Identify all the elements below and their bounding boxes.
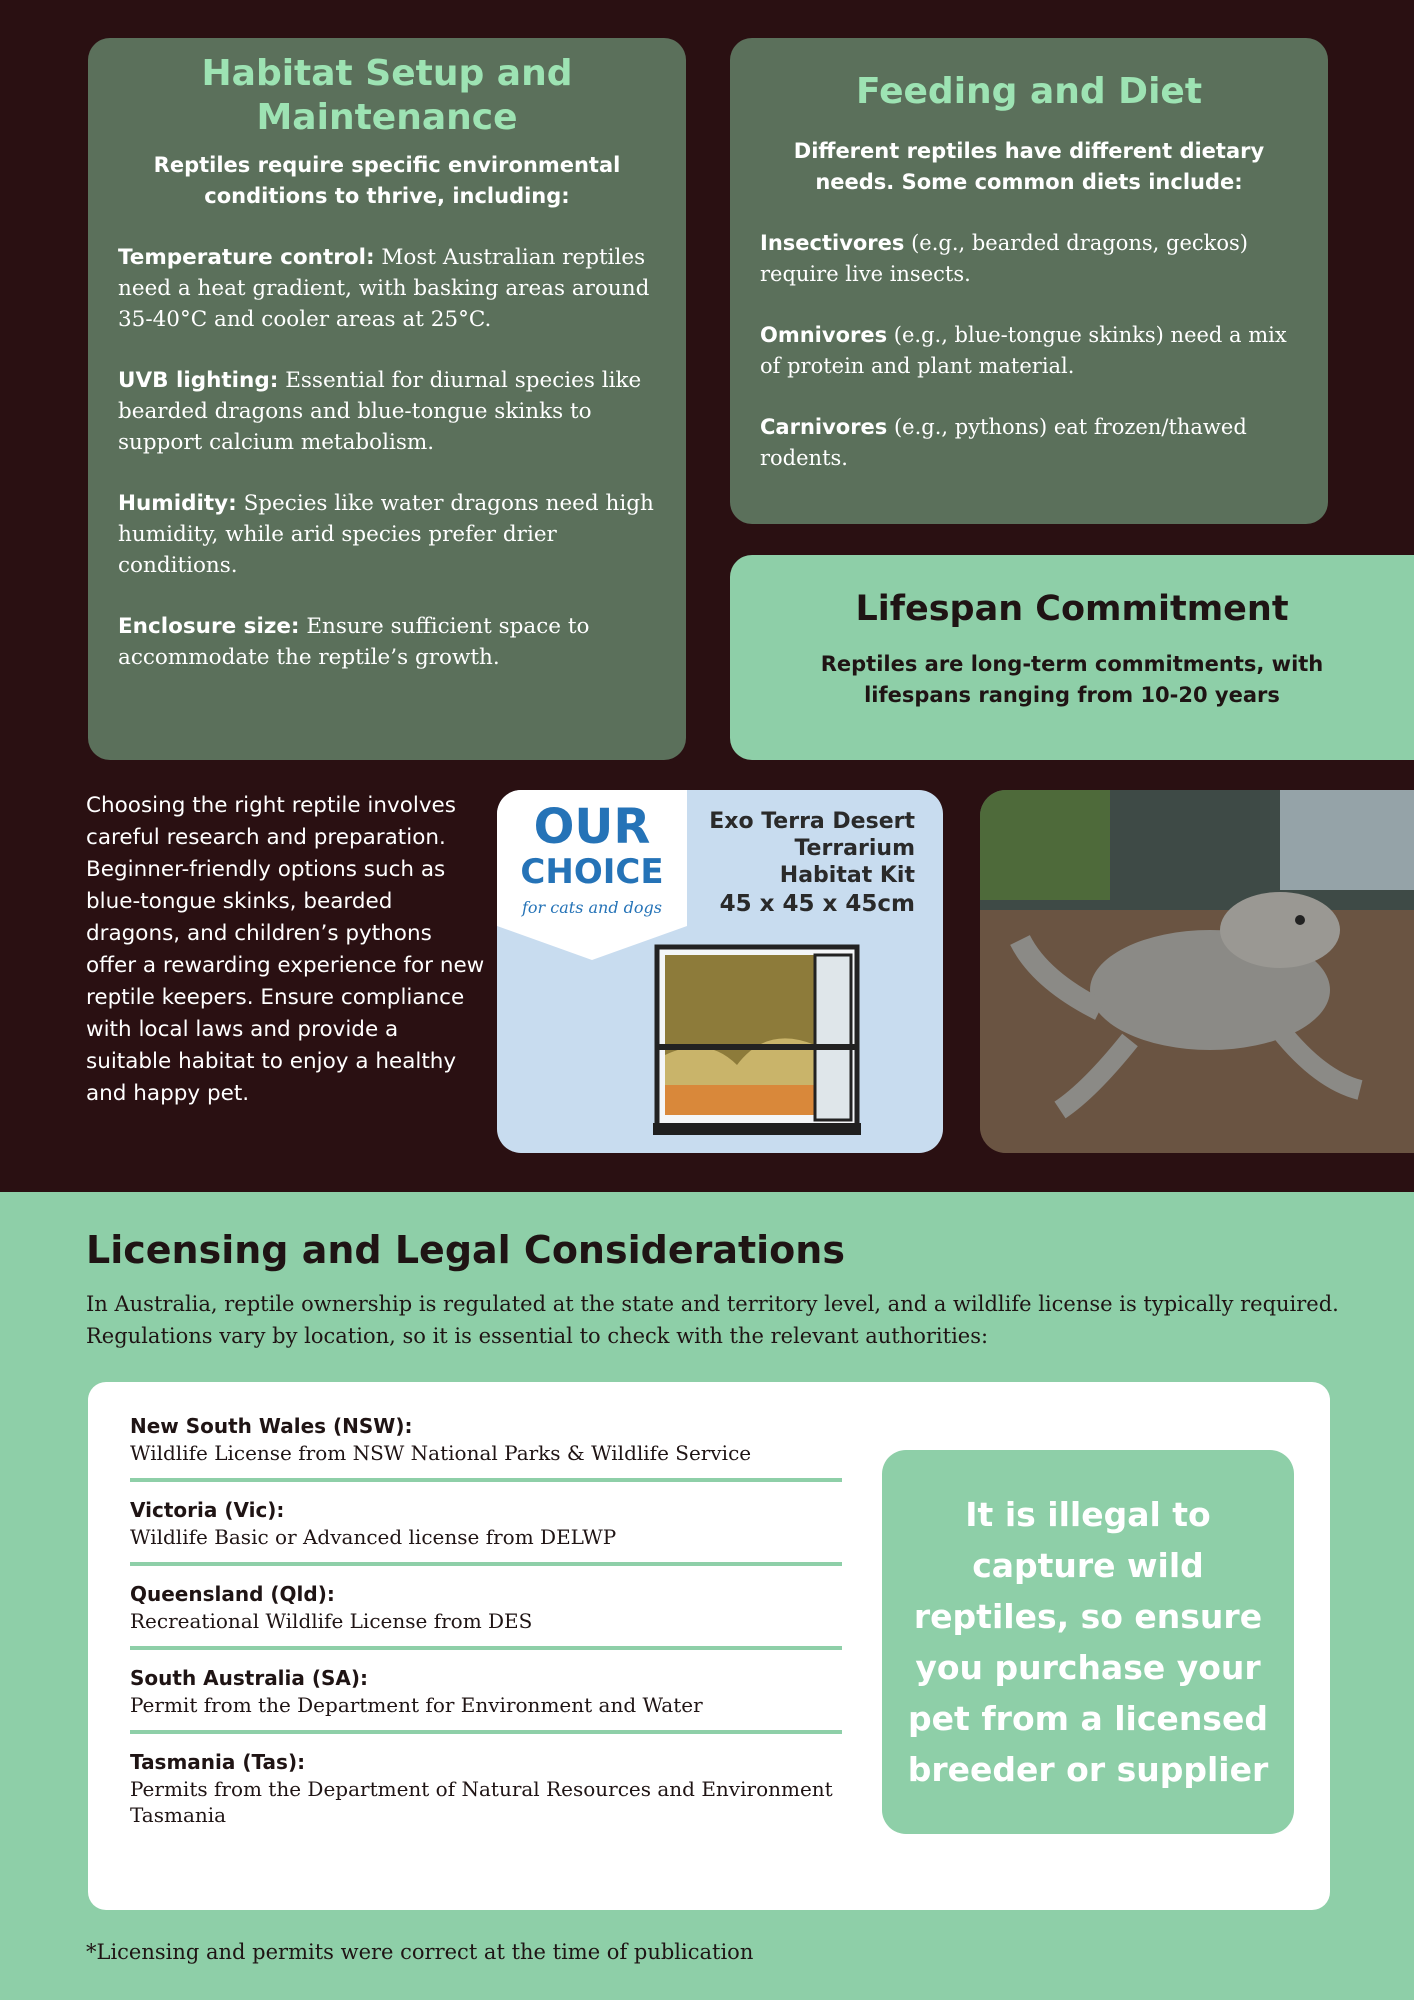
state-desc: Permit from the Department for Environment and Water bbox=[130, 1693, 703, 1717]
feeding-intro: Different reptiles have different dietary needs. Some common diets include: bbox=[793, 139, 1265, 194]
feeding-card bbox=[730, 38, 1328, 524]
product-title bbox=[695, 808, 915, 918]
state-desc: Permits from the Department of Natural Resources and Environment Tasmania bbox=[130, 1777, 833, 1827]
habitat-title: Habitat Setup and Maintenance bbox=[201, 53, 573, 138]
state-desc: Wildlife License from NSW National Parks & Wildlife Service bbox=[130, 1441, 752, 1465]
illegal-callout bbox=[882, 1450, 1294, 1834]
feeding-item-carnivores: Carnivores (e.g., pythons) eat frozen/thawed rodents. bbox=[760, 415, 1247, 470]
legal-intro: In Australia, reptile ownership is regulated at the state and territory level, and a wildlife license is typically required. Regulations vary by location, so it is essential to check with the relevant authorities: bbox=[86, 1292, 1339, 1348]
lifespan-card bbox=[730, 555, 1414, 760]
state-list bbox=[130, 1412, 842, 1854]
habitat-item-humidity: Humidity: Species like water dragons need high humidity, while arid species prefer drier conditions. bbox=[118, 491, 654, 578]
habitat-item-enclosure: Enclosure size: Ensure sufficient space to accommodate the reptile’s growth. bbox=[118, 614, 590, 670]
choosing-paragraph: Choosing the right reptile involves careful research and preparation. Beginner-friendly options such as blue-tongue skinks, bearded dragons, and children’s pythons offer a rewarding experience for new reptile keepers. Ensure compliance with local laws and provide a suitable habitat to enjoy a healthy and happy pet. bbox=[86, 793, 485, 1106]
product-promo[interactable] bbox=[497, 790, 943, 1153]
footnote: *Licensing and permits were correct at the time of publication bbox=[86, 1940, 754, 1964]
state-vic bbox=[130, 1496, 842, 1566]
state-name: Victoria (Vic): bbox=[130, 1498, 285, 1522]
habitat-item-temperature: Temperature control: Most Australian reptiles need a heat gradient, with basking areas around 35-40°C and cooler areas at 25°C. bbox=[118, 245, 650, 332]
illegal-callout-text: It is illegal to capture wild reptiles, so ensure you purchase your pet from a licensed breeder or supplier bbox=[907, 1495, 1269, 1789]
state-name: New South Wales (NSW): bbox=[130, 1414, 413, 1438]
terrarium-image bbox=[647, 935, 867, 1140]
habitat-card bbox=[88, 38, 686, 760]
state-desc: Wildlife Basic or Advanced license from DELWP bbox=[130, 1525, 617, 1549]
state-nsw bbox=[130, 1412, 842, 1482]
state-tas bbox=[130, 1748, 842, 1840]
feeding-title: Feeding and Diet bbox=[855, 71, 1203, 112]
bearded-dragon-photo bbox=[980, 790, 1414, 1153]
habitat-intro: Reptiles require specific environmental conditions to thrive, including: bbox=[153, 153, 621, 208]
legal-title: Licensing and Legal Considerations bbox=[86, 1228, 845, 1272]
state-name: South Australia (SA): bbox=[130, 1666, 369, 1690]
lifespan-text: Reptiles are long-term commitments, with lifespans ranging from 10-20 years bbox=[820, 652, 1324, 707]
product-name: Exo Terra Desert Terrarium Habitat Kit bbox=[709, 809, 915, 888]
state-name: Queensland (Qld): bbox=[130, 1582, 335, 1606]
our-choice-line2: CHOICE bbox=[520, 852, 664, 892]
state-desc: Recreational Wildlife License from DES bbox=[130, 1609, 533, 1633]
product-size: 45 x 45 x 45cm bbox=[719, 891, 915, 917]
license-panel bbox=[88, 1382, 1330, 1910]
lifespan-title: Lifespan Commitment bbox=[855, 589, 1289, 629]
state-qld bbox=[130, 1580, 842, 1650]
state-sa bbox=[130, 1664, 842, 1734]
feeding-item-insectivores: Insectivores (e.g., bearded dragons, geckos) require live insects. bbox=[760, 231, 1248, 286]
our-choice-line1: OUR bbox=[533, 799, 651, 855]
feeding-item-omnivores: Omnivores (e.g., blue-tongue skinks) need a mix of protein and plant material. bbox=[760, 323, 1287, 378]
state-name: Tasmania (Tas): bbox=[130, 1750, 306, 1774]
legal-section bbox=[0, 1192, 1414, 2000]
habitat-item-uvb: UVB lighting: Essential for diurnal species like bearded dragons and blue-tongue skinks to support calcium metabolism. bbox=[118, 368, 642, 455]
our-choice-tagline: for cats and dogs bbox=[521, 898, 662, 917]
